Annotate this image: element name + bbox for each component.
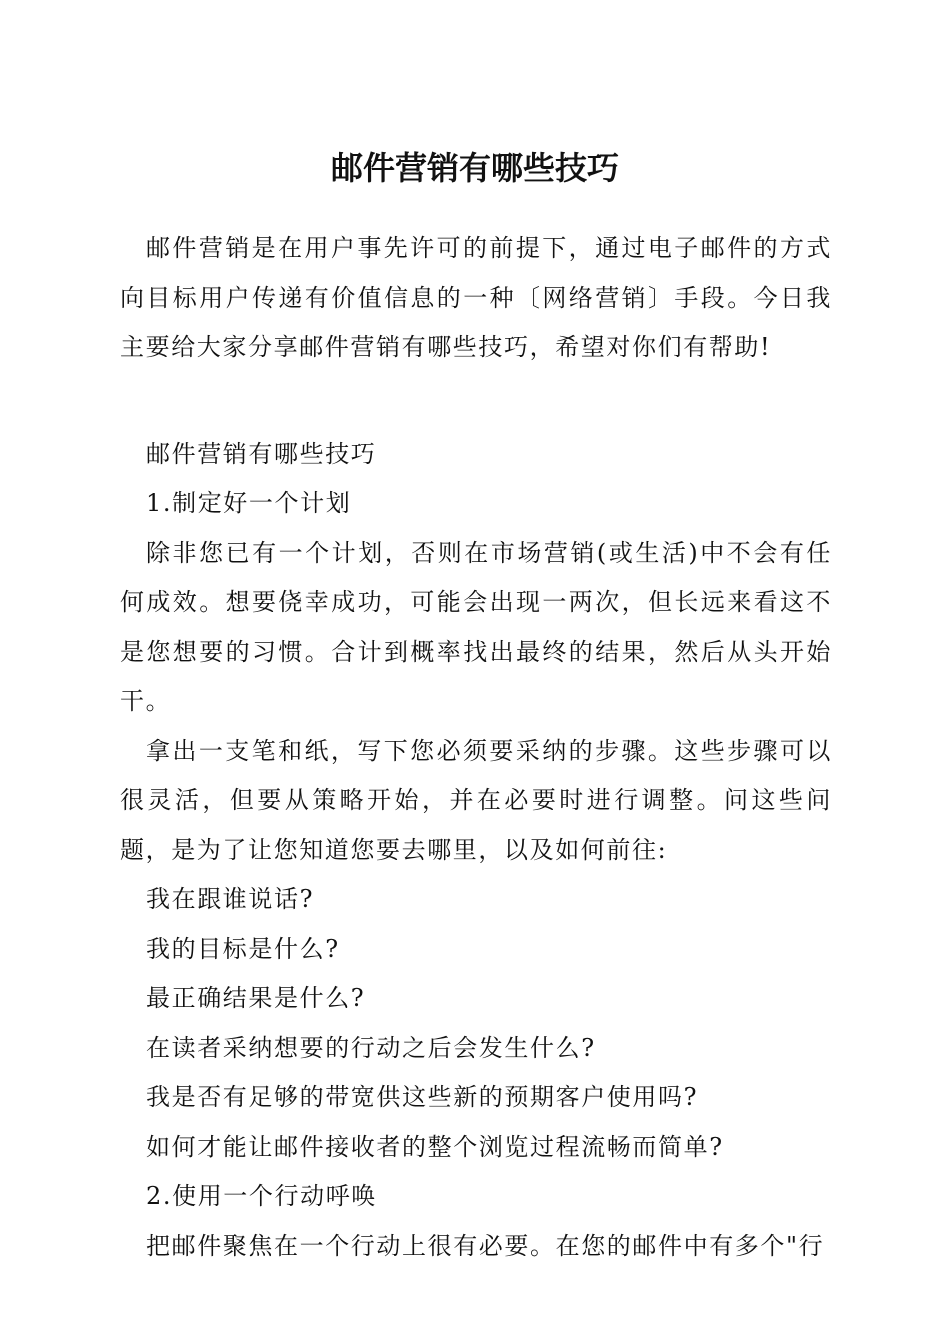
body-paragraph: 把邮件聚焦在一个行动上很有必要。在您的邮件中有多个"行 [146, 1231, 825, 1260]
question-item: 我在跟谁说话? [146, 885, 315, 913]
document-body [120, 224, 832, 1271]
section-spacer [120, 373, 832, 430]
question-item: 我的目标是什么? [146, 934, 340, 963]
question-item: 我是否有足够的带宽供这些新的预期客户使用吗? [146, 1083, 699, 1111]
document-title: 邮件营销有哪些技巧 [330, 149, 619, 187]
body-paragraph: 除非您已有一个计划，否则在市场营销(或生活)中不会有任何成效。想要侥幸成功，可能会出现一两次，但长远来看这不是您想要的习惯。合计到概率找出最终的结果，然后从头开始干。 [120, 538, 832, 715]
question-item: 在读者采纳想要的行动之后会发生什么? [146, 1033, 596, 1062]
intro-paragraph: 邮件营销是在用户事先许可的前提下，通过电子邮件的方式向目标用户传递有价值信息的一种〔网络营销〕手段。今日我主要给大家分享邮件营销有哪些技巧，希望对你们有帮助! [120, 234, 832, 361]
question-item: 最正确结果是什么? [146, 984, 366, 1012]
section-heading: 邮件营销有哪些技巧 [146, 439, 377, 468]
tip-heading-1: 1.制定好一个计划 [146, 489, 352, 517]
question-item: 如何才能让邮件接收者的整个浏览过程流畅而简单? [146, 1132, 724, 1161]
body-paragraph: 拿出一支笔和纸，写下您必须要采纳的步骤。这些步骤可以很灵活，但要从策略开始，并在必要时进行调整。问这些问题，是为了让您知道您要去哪里，以及如何前往: [120, 736, 832, 864]
tip-heading-2: 2.使用一个行动呼唤 [146, 1182, 377, 1210]
